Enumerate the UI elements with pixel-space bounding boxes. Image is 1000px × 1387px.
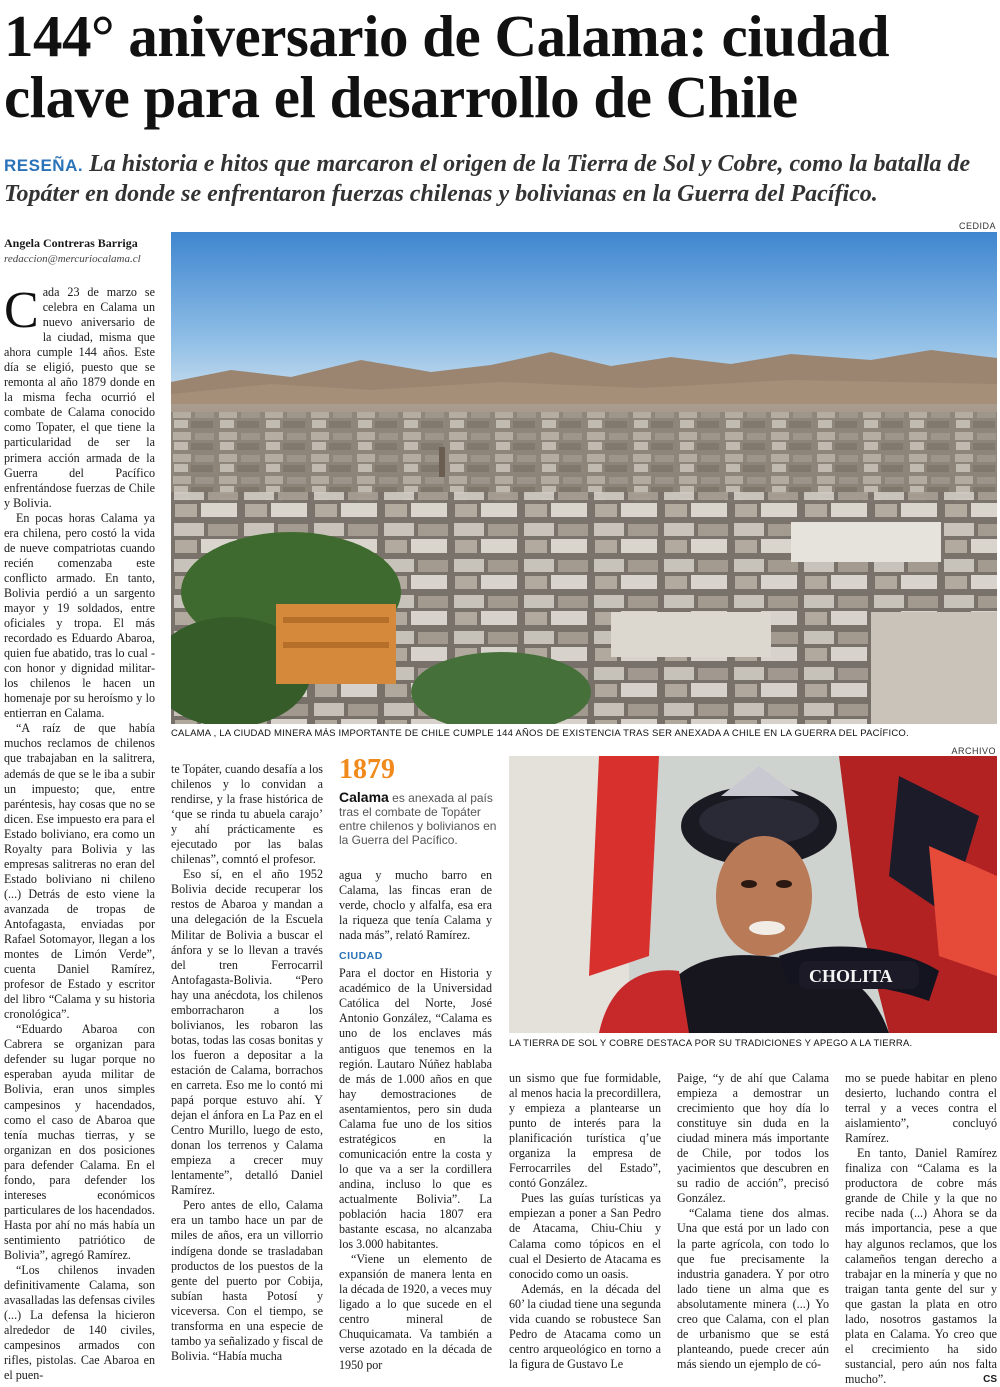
body-column-3 bbox=[339, 868, 492, 1373]
byline-email: redaccion@mercuriocalama.cl bbox=[4, 253, 141, 265]
costume-text: CHOLITA bbox=[809, 966, 893, 986]
photo2-credit: ARCHIVO bbox=[951, 746, 996, 756]
headline: 144° aniversario de Calama: ciudad clave para el desarrollo de Chile bbox=[4, 3, 890, 130]
byline-author: Angela Contreras Barriga bbox=[4, 236, 138, 250]
deck bbox=[4, 150, 996, 209]
dancer-illustration bbox=[509, 756, 997, 1033]
dropcap: C bbox=[4, 282, 39, 339]
body-column-2 bbox=[171, 762, 323, 1364]
body-paragraph: un sismo que fue formidable, al menos hacia la precordillera, y empieza a plantearse un punto de interés para la planificación turística q’ue organiza la empresa de Ferrocarriles del Estado”, contó González. bbox=[509, 1071, 661, 1191]
factbox-text bbox=[339, 790, 499, 847]
photo1-credit: CEDIDA bbox=[958, 221, 996, 231]
body-column-1 bbox=[4, 282, 155, 1383]
factbox-body: es anexada al país tras el combate de Topáter entre chilenos y bolivianos en la Guerra del Pacífico. bbox=[339, 791, 497, 847]
body-paragraph: Eso sí, en el año 1952 Bolivia decide recuperar los restos de Abaroa y mandan a una delegación de la Escuela Militar de Bolivia a buscar el ánfora y se lo llevan a través del tren Ferrocarril Antofagasta-Bolivia. “Pero hay una anécdota, los chilenos emborracharon a los bolivianos, les robaron las botas, todas las cosas bonitas y los fueron a depositar a la estación de Calama, borrachos en carreta. Eso me lo contó mi papá porque estuvo ahí. Y dejan el ánfora en La Paz en el Centro Murillo, luego de esto, donan los terrenos y Calama empieza a crecer muy lentamente”, detalló Daniel Ramírez. bbox=[171, 867, 323, 1198]
city-aerial-illustration bbox=[171, 232, 997, 724]
body-paragraph: Pero antes de ello, Calama era un tambo hace un par de miles de años, era un villorrio indígena donde se trasladaban productos de los puestos de la gente del puerto por Cobija, subían hasta Potosí y viceversa. Con el tiempo, se transforma en una especie de tambo ya señalizado y fiscal de Bolivia. “Había mucha bbox=[171, 1198, 323, 1363]
body-paragraph: “Viene un elemento de expansión de manera lenta en la década de 1920, a veces muy ligado a lo que sucede en el centro mineral de Chuquicamata. Va también a verse azotado en la década de 1950 por bbox=[339, 1252, 492, 1372]
city-aerial-photo bbox=[171, 232, 997, 724]
photo2-caption: LA TIERRA DE SOL Y COBRE DESTACA POR SU TRADICIONES Y APEGO A LA TIERRA. bbox=[509, 1038, 913, 1049]
body-paragraph: En tanto, Daniel Ramírez finaliza con “Calama es la productora de cobre más grande de Chile y la que no recibe nada (...) Ahora se da más importancia, pese a que hay algunos reclamos, que los calameños tengan derecho a trabajar en la minería y que no traigan tanta gente del sur y que gastan la plata en otro lado, nosotros gastamos la plata en Calama. Yo creo que el crecimiento ha sido sustancial, pero aún nos falta mucho”. CS bbox=[845, 1146, 997, 1386]
factbox-year: 1879 bbox=[339, 754, 395, 785]
deck-kicker: RESEÑA. bbox=[4, 156, 84, 175]
body-paragraph: “Calama tiene dos almas. Una que está por un lado con la parte agrícola, con todo lo que fue precisamente la industria ganadera. Y por otro lado tiene un alma que es absolutamente minera (...) Yo creo que Calama, con el plan de urbanismo que se está planteando, puede crecer aún más siendo un ejemplo de có- bbox=[677, 1206, 829, 1371]
body-column-4 bbox=[509, 1071, 661, 1372]
body-column-6 bbox=[845, 1071, 997, 1387]
subhead-ciudad: CIUDAD bbox=[339, 950, 383, 963]
body-paragraph: En pocas horas Calama ya era chilena, pero costó la vida de nueve compatriotas cuando recién comenzaba este conflicto armado. En tanto, Bolivia perdió a un sargento mayor y 19 soldados, entre oficiales y tropa. El más recordado es Eduardo Abaroa, quien fue abatido, tras lo cual -con honor y dignidad militar- los chilenos le hacen un homenaje por su heroísmo y lo entierran en Calama. bbox=[4, 510, 155, 721]
body-paragraph: mo se puede habitar en pleno desierto, luchando contra el terral y a veces contra el aislamiento”, concluyó Ramírez. bbox=[845, 1071, 997, 1146]
signoff: CS bbox=[983, 1373, 997, 1385]
body-paragraph: Además, en la década del 60’ la ciudad tiene una segunda vida cuando se robustece San Pedro de Atacama como un centro arqueológico en torno a la figura de Gustavo Le bbox=[509, 1281, 661, 1371]
body-column-5 bbox=[677, 1071, 829, 1372]
dancer-photo bbox=[509, 756, 997, 1033]
body-paragraph: Para el doctor en Historia y académico de la Universidad Católica del Norte, José Antonio González, “Calama es uno de los enclaves más antiguos que tenemos en la región. Lautaro Núñez hablaba de más de 1.000 años en que hay demostraciones de asentamientos, pero sin duda Calama fue uno de los sitios estratégicos en la comunicación entre la costa y lo que va a ser la cordillera andina, incluso lo que es actualmente Bolivia”. La población hacia 1807 era bastante escasa, no alcanzaba los 3.000 habitantes. bbox=[339, 966, 492, 1252]
body-paragraph: “Los chilenos invaden definitivamente Calama, son avasalladas las defensas civiles (...) La defensa la hicieron alrededor de 140 civiles, campesinos armados con rifles, pistolas. Cae Abaroa en el puen- bbox=[4, 1263, 155, 1383]
deck-text: La historia e hitos que marcaron el origen de la Tierra de Sol y Cobre, como la batalla de Topáter en donde se enfrentaron fuerzas chilenas y bolivianas en la Guerra del Pacífico. bbox=[4, 151, 971, 207]
body-paragraph: te Topáter, cuando desafía a los chilenos y lo convidan a rendirse, y la frase histórica de ‘que se rinda tu abuela carajo’ y ahí prácticamente es ejecutado por las balas chilenas”, comntó el profesor. bbox=[171, 762, 323, 867]
photo1-caption: CALAMA , LA CIUDAD MINERA MÁS IMPORTANTE DE CHILE CUMPLE 144 AÑOS DE EXISTENCIA TRAS SER ANEXADA A CHILE EN LA GUERRA DEL PACÍFICO. bbox=[171, 728, 909, 739]
factbox-lead: Calama bbox=[339, 789, 389, 805]
body-paragraph: agua y mucho barro en Calama, las fincas eran de verde, choclo y alfalfa, esa era la riqueza que tenía Calama y nada más”, relató Ramírez. bbox=[339, 868, 492, 943]
body-paragraph: Cada 23 de marzo se celebra en Calama un nuevo aniversario de la ciudad, misma que ahora cumple 144 años. Este día se eligió, puesto que se remonta al año 1879 donde en la misma fecha ocurrió el combate de Calama conocido como Topater, el que tiene la particularidad de ser la primera acción armada de la Guerra del Pacífico enfrentándose fuerzas de Chile y Bolivia. bbox=[4, 282, 155, 510]
body-paragraph: “Eduardo Abaroa con Cabrera se organizan para defender su lugar porque no esperaban ayuda militar de Bolivia, eran unos simples campesinos y hacendados, como el caso de Abaroa que tenía muchas tierras, y se organizan en dos posiciones para defender Calama. En el fondo, para defender los intereses económicos particulares de los hacendados. Hasta por ahí no más había un sentimiento patriótico de Bolivia”, agregó Ramírez. bbox=[4, 1022, 155, 1262]
body-paragraph: Pues las guías turísticas ya empiezan a poner a San Pedro de Atacama, Chiu-Chiu y Calama como tópicos en el cual el Desierto de Atacama es conocido como un oasis. bbox=[509, 1191, 661, 1281]
body-paragraph: “A raíz de que había muchos reclamos de chilenos que trabajaban en la salitrera, además de que se le iba a subir un impuesto; que, entre paréntesis, hay cosas que no se dicen. Ese impuesto era para el Estado boliviano, era como un Royalty para Bolivia y las empresas salitreras no eran del Estado boliviano ni chileno (...) Detrás de esto viene la avanzada de tropas de Antofagasta, enviadas por Rafael Sotomayor, llegan a los montes de Limón Verde”, cuenta Daniel Ramírez, profesor de Estado y escritor del libro “Calama y su historia cronológica”. bbox=[4, 721, 155, 1022]
body-paragraph: Paige, “y de ahí que Calama empieza a demostrar un crecimiento que hoy día lo constituye sin duda en la ciudad minera más importante de Chile, por todos los yacimientos que descubren en su radio de acción”, precisó González. bbox=[677, 1071, 829, 1206]
